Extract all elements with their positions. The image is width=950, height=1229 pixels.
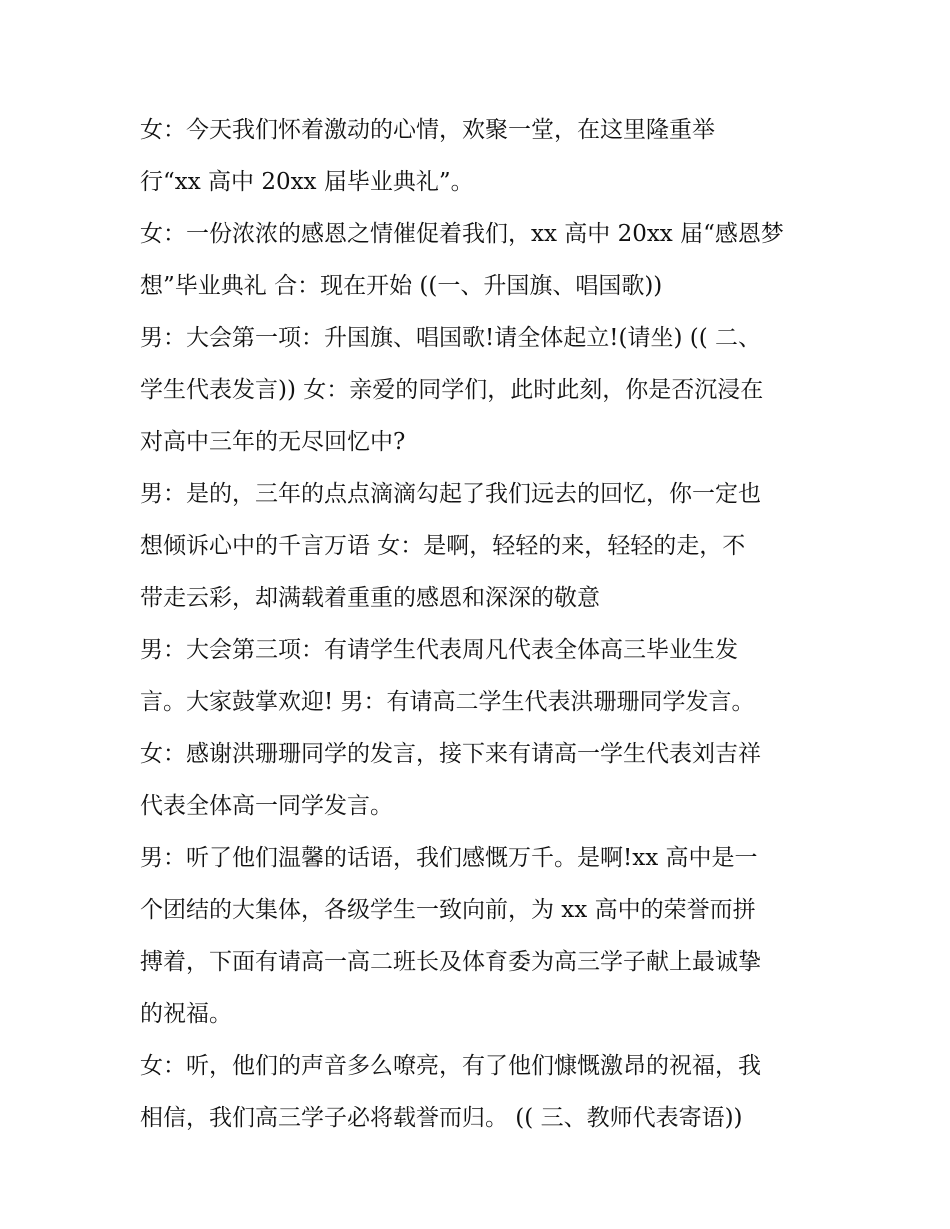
text-line: 想倾诉心中的千言万语 女：是啊，轻轻的来，轻轻的走，不 bbox=[140, 533, 746, 559]
text-line: 对高中三年的无尽回忆中? bbox=[140, 429, 406, 455]
document-body bbox=[140, 109, 820, 1149]
text-line: 代表全体高一同学发言。 bbox=[140, 793, 393, 819]
text-line: 带走云彩，却满载着重重的感恩和深深的敬意 bbox=[140, 585, 600, 611]
text-line: 女：感谢洪珊珊同学的发言，接下来有请高一学生代表刘吉祥 bbox=[140, 741, 761, 767]
text-line: 男：听了他们温馨的话语，我们感慨万千。是啊!xx 高中是一 bbox=[140, 845, 758, 871]
text-line: 学生代表发言)) 女：亲爱的同学们，此时此刻，你是否沉浸在 bbox=[140, 377, 764, 403]
text-line: 想”毕业典礼 合：现在开始 ((一、升国旗、唱国歌)) bbox=[140, 273, 663, 299]
text-line: 个团结的大集体，各级学生一致向前，为 xx 高中的荣誉而拼 bbox=[140, 897, 756, 923]
text-line: 女：今天我们怀着激动的心情，欢聚一堂，在这里隆重举 bbox=[140, 117, 715, 143]
text-line: 女：一份浓浓的感恩之情催促着我们，xx 高中 20xx 届“感恩梦 bbox=[140, 221, 784, 247]
text-line: 男：大会第三项：有请学生代表周凡代表全体高三毕业生发 bbox=[140, 637, 738, 663]
text-line: 男：是的，三年的点点滴滴勾起了我们远去的回忆，你一定也 bbox=[140, 481, 761, 507]
text-line: 男：大会第一项：升国旗、唱国歌!请全体起立!(请坐) (( 二、 bbox=[140, 325, 761, 351]
text-line: 搏着，下面有请高一高二班长及体育委为高三学子献上最诚挚 bbox=[140, 949, 761, 975]
text-line: 行“xx 高中 20xx 届毕业典礼”。 bbox=[140, 169, 474, 195]
text-line: 女：听，他们的声音多么嘹亮，有了他们慷慨激昂的祝福，我 bbox=[140, 1053, 761, 1079]
text-line: 的祝福。 bbox=[140, 1001, 232, 1027]
text-line: 言。大家鼓掌欢迎! 男：有请高二学生代表洪珊珊同学发言。 bbox=[140, 689, 755, 715]
text-line: 相信，我们高三学子必将载誉而归。 (( 三、教师代表寄语)) bbox=[140, 1105, 743, 1131]
